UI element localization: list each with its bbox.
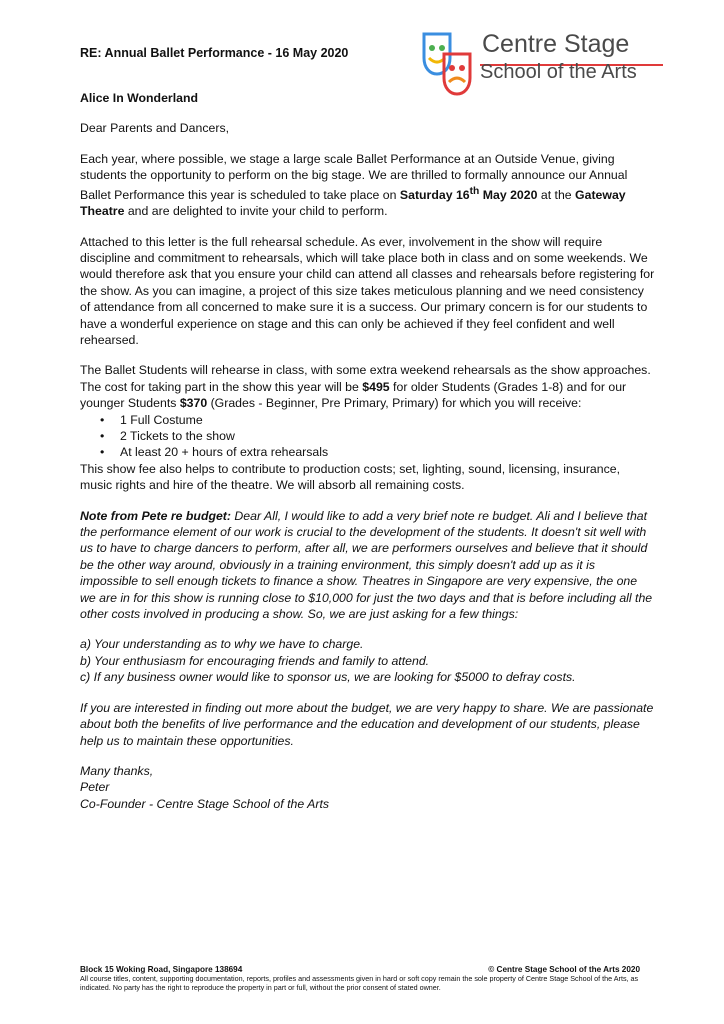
p3-text-c: (Grades - Beginner, Pre Primary, Primary) for which you will receive: [207, 396, 582, 411]
page-footer [80, 965, 640, 992]
p3-text-a: The Ballet Students will rehearse in class, with some extra weekend rehearsals as the show approaches. The cost for taking part in the show this year will be [80, 363, 651, 394]
paragraph-rehearsals: Attached to this letter is the full rehearsal schedule. As ever, involvement in the show will require discipline and commitment to rehearsals, which will take place both in class and on some weekends. We would therefore ask that you ensure your child can attend all classes and rehearsals before registering for the show. As you can imagine, a project of this size takes meticulous planning and we need consistency of attendance from all concerned to make sure it is a success. Our primary concern is for our students to have a wonderful experience on stage and this can only be achieved if they feel confident and well rehearsed. [80, 234, 655, 347]
paragraph-closing: If you are interested in finding out more about the budget, we are very happy to share. We are passionate about both the benefits of live performance and the education and development of our students, please help us to maintain these opportunities. [80, 700, 654, 748]
logo-subtitle: School of the Arts [480, 61, 637, 83]
list-item: • 1 Full Costume [110, 412, 655, 428]
signer-name: Peter [80, 780, 110, 795]
list-item: • 2 Tickets to the show [110, 428, 655, 444]
budget-note-label: Note from Pete re budget: [80, 508, 231, 523]
performance-month-year: May 2020 [482, 187, 538, 202]
p1-text-c: and are delighted to invite your child to perform. [124, 204, 388, 219]
paragraph-cost [80, 362, 655, 411]
logo-title: Centre Stage [482, 30, 630, 58]
signer-title: Co-Founder - Centre Stage School of the Arts [80, 796, 330, 811]
price-younger-students: $370 [179, 396, 208, 411]
letter-title: Alice In Wonderland [80, 91, 198, 105]
subject-line: RE: Annual Ballet Performance - 16 May 2020 [80, 46, 349, 60]
inclusions-list [80, 412, 655, 461]
ask-item: b) Your enthusiasm for encouraging friends and family to attend. [80, 653, 430, 668]
budget-note-text: Dear All, I would like to add a very brief note re budget. Ali and I believe that the performance element of our work is crucial to the development of the students. It doesn't sit well with us to have to charge dancers to perform, after all, we are performers ourselves and believe that it should be the other way around, obviously in a training environment, this simply doesn't add up as it is impossible to sell enough tickets to finance a show. Theatres in Singapore are very expensive, the one we are in for this show is running close to $10,000 for just the two days and that is before including all the other costs involved in producing a show. So, we are just asking for a few things: [80, 508, 653, 622]
salutation: Dear Parents and Dancers, [80, 121, 230, 136]
performance-date: Saturday 16 [399, 187, 470, 202]
budget-note [80, 508, 655, 623]
p1-text-b: at the [537, 187, 576, 202]
p3-text-b: for older Students (Grades 1-8) and for our younger Students [80, 379, 627, 411]
letter-body [80, 90, 655, 812]
footer-address: Block 15 Woking Road, Singapore 138694 [80, 965, 243, 974]
paragraph-announcement [80, 151, 655, 220]
price-older-students: $495 [362, 379, 390, 394]
paragraph-fee-purpose: This show fee also helps to contribute to production costs; set, lighting, sound, licensing, insurance, music rights and hire of the theatre. We will absorb all remaining costs. [80, 461, 621, 493]
ask-item: c) If any business owner would like to sponsor us, we are looking for $5000 to defray costs. [80, 670, 576, 685]
date-suffix: th [469, 185, 480, 197]
ask-item: a) Your understanding as to why we have to charge. [80, 637, 364, 652]
venue-name: Gateway Theatre [80, 187, 626, 219]
list-item: • At least 20 + hours of extra rehearsals [110, 444, 655, 460]
p1-text-a: Each year, where possible, we stage a large scale Ballet Performance at an Outside Venue, giving students the opportunity to perform on the big stage. We are thrilled to formally announce our Annual Ballet Performance this year is scheduled to take place on [80, 151, 628, 202]
footer-copyright: © Centre Stage School of the Arts 2020 [488, 965, 640, 974]
footer-disclaimer: All course titles, content, supporting documentation, reports, profiles and assessments given in hard or soft copy remain the sole property of Centre Stage School of the Arts, as indicated. No party has the right to reproduce the property in part or full, without the prior consent of stated owner. [80, 974, 639, 992]
signoff-line: Many thanks, [80, 763, 154, 778]
